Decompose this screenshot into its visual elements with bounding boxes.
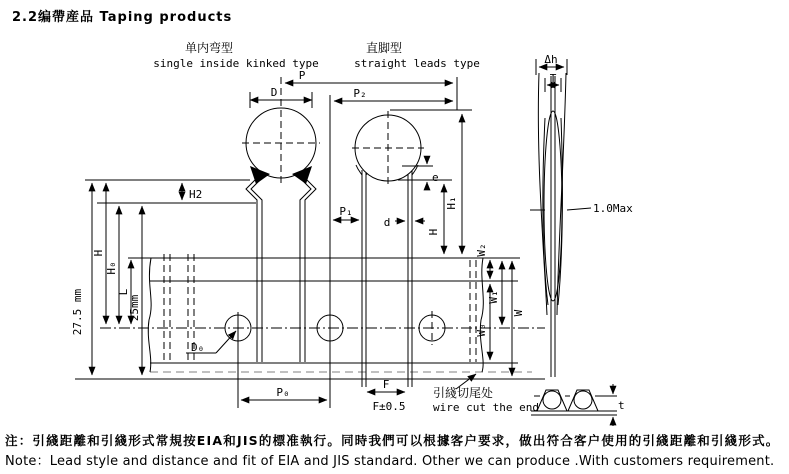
dim-label-h0: H₀ [105, 261, 118, 275]
dim-label-l: L [117, 288, 130, 296]
straight-type-label-cn: 直脚型 [365, 41, 403, 55]
dim-label-1-0max: 1.0Max [593, 202, 633, 215]
dim-label-25mm: 25mm [128, 294, 141, 322]
kinked-type-label-cn: 单内弯型 [184, 41, 234, 55]
dim-label-p1: P₁ [339, 205, 353, 218]
wirecut-label-cn: 引綫切尾处 [433, 386, 494, 400]
dim-left-stack [71, 183, 205, 375]
page-title: 2.2编帶産品 Taping products [12, 10, 233, 25]
tape-edge-detail [531, 384, 625, 426]
dim-label-d-small: d [383, 216, 391, 229]
disc-kinked-type [242, 77, 320, 186]
dim-label-h2: H2 [189, 188, 203, 201]
dim-label-d-big: D [270, 86, 278, 99]
type-captions [153, 40, 480, 70]
kinked-leads [85, 178, 316, 362]
dim-label-h-left: H [92, 249, 105, 257]
dim-label-p: P [298, 69, 306, 82]
dim-label-h1: H₁ [445, 196, 458, 210]
side-view [530, 53, 633, 377]
footnote-english: Note：Lead style and distance and fit of EIA and JIS standard. Other we can produce .With customers requirement. [5, 454, 775, 469]
dim-label-t-small: t [618, 399, 625, 412]
dim-label-p0: P₀ [276, 386, 290, 399]
wirecut-label-en: wire cut the end [433, 401, 539, 414]
tape-break-right [480, 258, 483, 372]
footnote-chinese: 注：引綫距離和引綫形式常規按EIA和JIS的標准執行。同時我們可以根據客户要求，做出符合客户使用的引綫距離和引綫形式。 [5, 433, 780, 448]
dim-label-f: F [382, 378, 390, 391]
dim-label-e: e [432, 171, 439, 184]
dim-label-p2: P₂ [353, 87, 367, 100]
dim-label-f-tol: F±0.5 [372, 400, 406, 413]
straight-type-label-en: straight leads type [354, 57, 480, 70]
dim-label-d0: D₀ [191, 341, 205, 354]
dim-label-delta-h: Δh [544, 53, 558, 66]
dim-label-w1: W₁ [487, 290, 500, 304]
dim-label-27-5mm: 27.5 mm [71, 288, 84, 336]
dim-label-h-right: H [427, 228, 440, 236]
kinked-type-label-en: single inside kinked type [153, 57, 319, 70]
straight-leads [356, 165, 418, 387]
dim-label-w2: W₂ [475, 243, 488, 257]
dim-label-w: W [512, 309, 525, 317]
dim-top [250, 69, 472, 110]
tape-break-left [148, 258, 151, 372]
footnote [5, 431, 789, 469]
dim-label-w0: W₀ [475, 323, 488, 337]
dim-label-t-cap: T [549, 72, 557, 85]
